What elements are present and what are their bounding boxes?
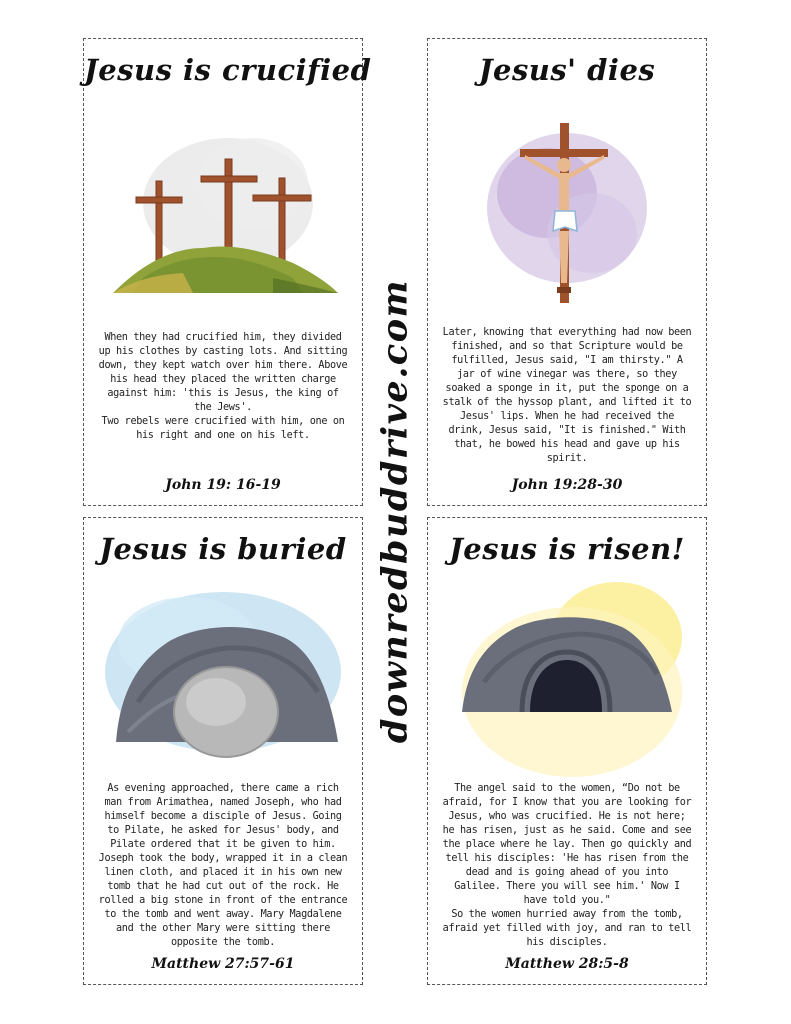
card-scripture-text: As evening approached, there came a rich man from Arimathea, named Joseph, who had himself become a disciple of Jesus. Going to Pilate, he asked for Jesus' body, and Pilate ordered that it be given to him. Joseph took the body, wrapped it in a clean linen cloth, and placed it in his own new tomb that he had cut out of the rock. He rolled a big stone in front of the entrance to the tomb and went away. Mary Magdalene and the other Mary were sitting there opposite the tomb. (98, 783, 348, 948)
card-risen (427, 517, 707, 985)
watermark-text: downredbuddrive.com (374, 278, 416, 744)
card-buried (83, 517, 363, 985)
card-dies (427, 38, 707, 506)
card-scripture-text: When they had crucified him, they divided up his clothes by casting lots. And sitting down, they kept watch over him there. Above his head they placed the written charge against him: 'this is Jesus, the king of the Jews'. Two rebels were crucified with him, one on his right and one on his left. (98, 332, 348, 441)
card-title: Jesus is buried (99, 532, 347, 566)
card-reference: John 19: 16-19 (165, 477, 281, 493)
card-crucified (83, 38, 372, 506)
empty-tomb-illustration (428, 582, 706, 792)
card-title: Jesus is risen! (449, 532, 685, 566)
sealed-tomb-illustration (84, 582, 362, 792)
three-crosses-illustration (84, 103, 362, 313)
card-title: Jesus is crucified (84, 53, 372, 87)
card-reference: Matthew 27:57-61 (151, 956, 295, 972)
card-reference: Matthew 28:5-8 (505, 956, 629, 972)
card-scripture-text: The angel said to the women, “Do not be afraid, for I know that you are looking for Jesus, who was crucified. He is not here; he has risen, just as he said. Come and see the place where he lay. Then go quickly and tell his disciples: 'He has risen from the dead and is going ahead of you into Galilee. There you will see him.' Now I have told you." So the women hurried away from the tomb, afraid yet filled with joy, and ran to tell his disciples. (442, 783, 692, 948)
card-title: Jesus' dies (478, 53, 656, 87)
card-scripture-text: Later, knowing that everything had now been finished, and so that Scripture would be fulfilled, Jesus said, "I am thirsty." A jar of wine vinegar was there, so they soaked a sponge in it, put the sponge on a stalk of the hyssop plant, and lifted it to Jesus' lips. When he had received the drink, Jesus said, "It is finished." With that, he bowed his head and gave up his spirit. (442, 327, 692, 464)
crucifix-illustration (428, 103, 706, 313)
card-reference: John 19:28-30 (511, 477, 623, 493)
